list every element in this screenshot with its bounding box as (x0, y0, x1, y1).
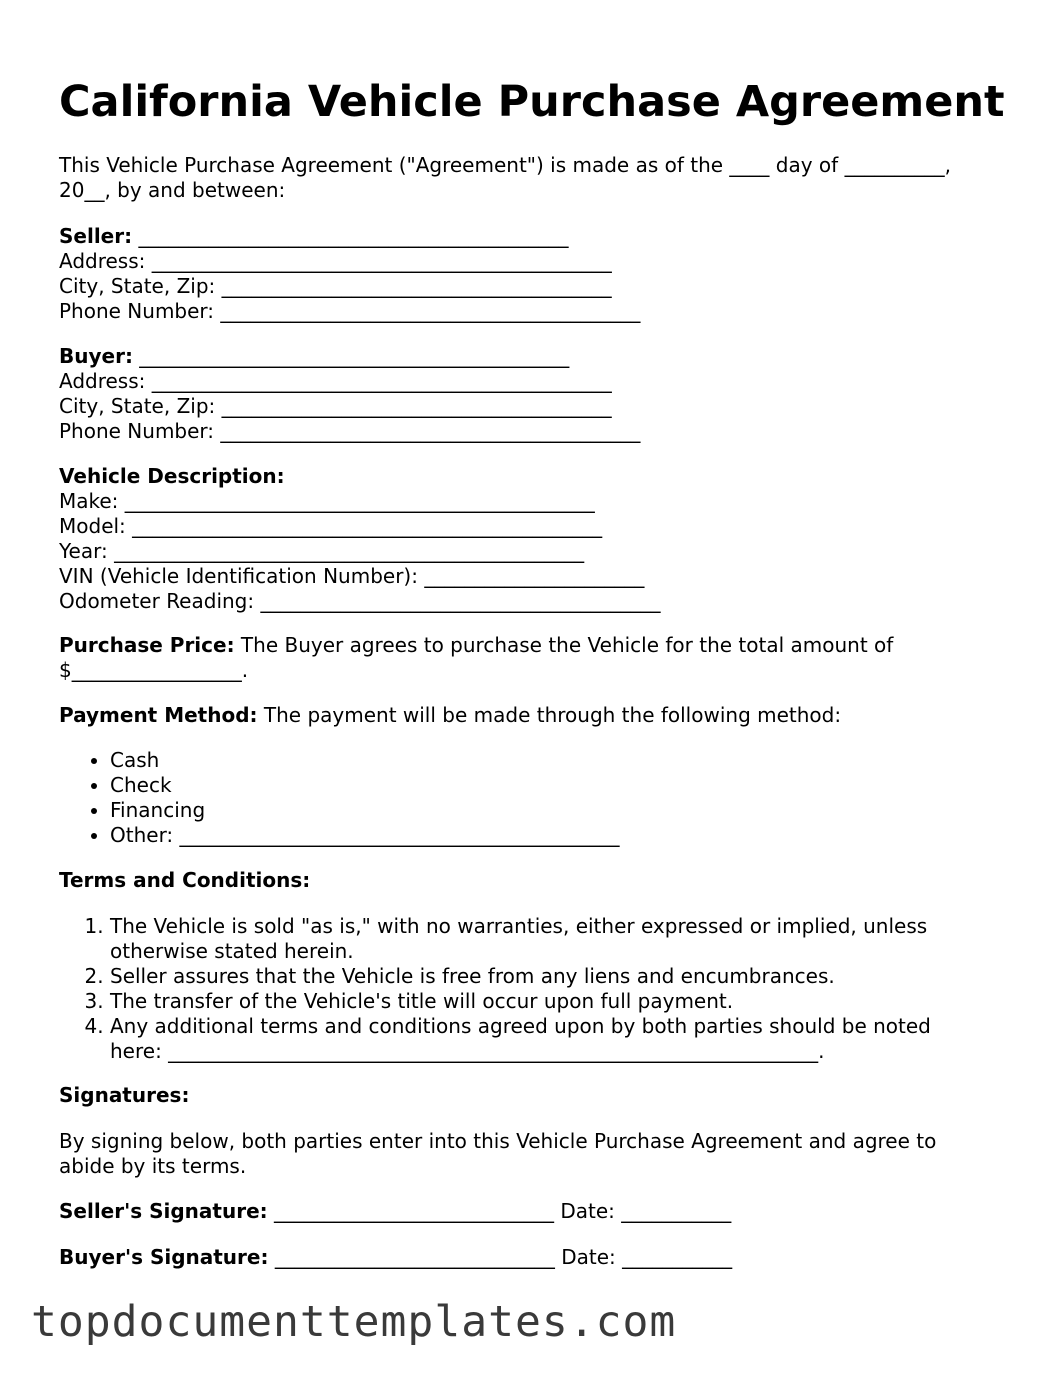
payment-method-line (59, 703, 999, 728)
vehicle-vin-field[interactable]: VIN (Vehicle Identification Number): ______________________ (59, 564, 645, 588)
seller-phone-field[interactable]: Phone Number: __________________________________________ (59, 299, 641, 323)
signatures-statement-block (59, 1129, 989, 1179)
watermark-text: topdocumenttemplates.com (31, 1297, 677, 1347)
seller-address-field[interactable]: Address: ______________________________________________ (59, 249, 612, 273)
seller-name-line (59, 224, 999, 249)
term-item-2: 2. Seller assures that the Vehicle is free from any liens and encumbrances. (110, 964, 969, 989)
seller-label: Seller: (59, 224, 133, 248)
seller-name-blank[interactable]: ___________________________________________ (132, 224, 569, 248)
term-item-3: 3. The transfer of the Vehicle's title will occur upon full payment. (110, 989, 969, 1014)
purchase-price-amount-field[interactable]: $_________________. (59, 658, 249, 682)
intro-line-2: 20__, by and between: (59, 178, 286, 202)
signatures-heading: Signatures: (59, 1083, 190, 1107)
buyer-name-blank[interactable]: ___________________________________________ (132, 344, 570, 368)
buyer-section (59, 344, 999, 444)
signatures-heading-block (59, 1083, 999, 1108)
payment-option-financing[interactable]: • Financing (110, 798, 999, 823)
purchase-price-label: Purchase Price: (59, 633, 235, 657)
purchase-price-line (59, 633, 999, 658)
seller-signature-label: Seller's Signature: (59, 1199, 268, 1223)
terms-list (59, 914, 969, 1064)
vehicle-make-field[interactable]: Make: _______________________________________________ (59, 489, 595, 513)
document-title: California Vehicle Purchase Agreement (59, 77, 1005, 127)
payment-option-cash[interactable]: • Cash (110, 748, 999, 773)
seller-section (59, 224, 999, 324)
intro-paragraph (59, 153, 999, 203)
seller-signature-row (59, 1199, 999, 1224)
buyer-signature-row (59, 1245, 999, 1270)
purchase-price-section (59, 633, 999, 683)
vehicle-year-field[interactable]: Year: _______________________________________________ (59, 539, 585, 563)
buyer-signature-line (59, 1245, 999, 1270)
buyer-phone-field[interactable]: Phone Number: __________________________________________ (59, 419, 641, 443)
buyer-signature-label: Buyer's Signature: (59, 1245, 269, 1269)
buyer-signature-field[interactable]: ____________________________ Date: ___________ (268, 1245, 733, 1269)
payment-method-text: The payment will be made through the following method: (257, 703, 842, 727)
vehicle-model-field[interactable]: Model: _______________________________________________ (59, 514, 603, 538)
intro-line-1: This Vehicle Purchase Agreement ("Agreement") is made as of the ____ day of __________, (59, 153, 951, 177)
term-item-4[interactable]: 4. Any additional terms and conditions agreed upon by both parties should be noted here: _________________________________________________________________. (110, 1014, 969, 1064)
vehicle-heading: Vehicle Description: (59, 464, 285, 488)
vehicle-odometer-field[interactable]: Odometer Reading: ________________________________________ (59, 589, 661, 613)
terms-heading-block (59, 868, 999, 893)
buyer-city-field[interactable]: City, State, Zip: _______________________________________ (59, 394, 612, 418)
seller-signature-field[interactable]: ____________________________ Date: ___________ (267, 1199, 732, 1223)
purchase-price-text: The Buyer agrees to purchase the Vehicle for the total amount of (234, 633, 894, 657)
terms-heading: Terms and Conditions: (59, 868, 311, 892)
seller-city-field[interactable]: City, State, Zip: _______________________________________ (59, 274, 612, 298)
payment-section (59, 703, 999, 728)
payment-options-list (59, 748, 999, 848)
term-item-1: 1. The Vehicle is sold "as is," with no warranties, either expressed or implied, unless otherwise stated herein. (110, 914, 969, 964)
vehicle-section (59, 464, 999, 614)
payment-option-check[interactable]: • Check (110, 773, 999, 798)
signatures-statement: By signing below, both parties enter into this Vehicle Purchase Agreement and agree to abide by its terms. (59, 1129, 937, 1178)
payment-method-label: Payment Method: (59, 703, 258, 727)
buyer-address-field[interactable]: Address: ______________________________________________ (59, 369, 612, 393)
buyer-name-line (59, 344, 999, 369)
seller-signature-line (59, 1199, 999, 1224)
buyer-label: Buyer: (59, 344, 133, 368)
payment-option-other[interactable]: • Other: ____________________________________________ (110, 823, 999, 848)
